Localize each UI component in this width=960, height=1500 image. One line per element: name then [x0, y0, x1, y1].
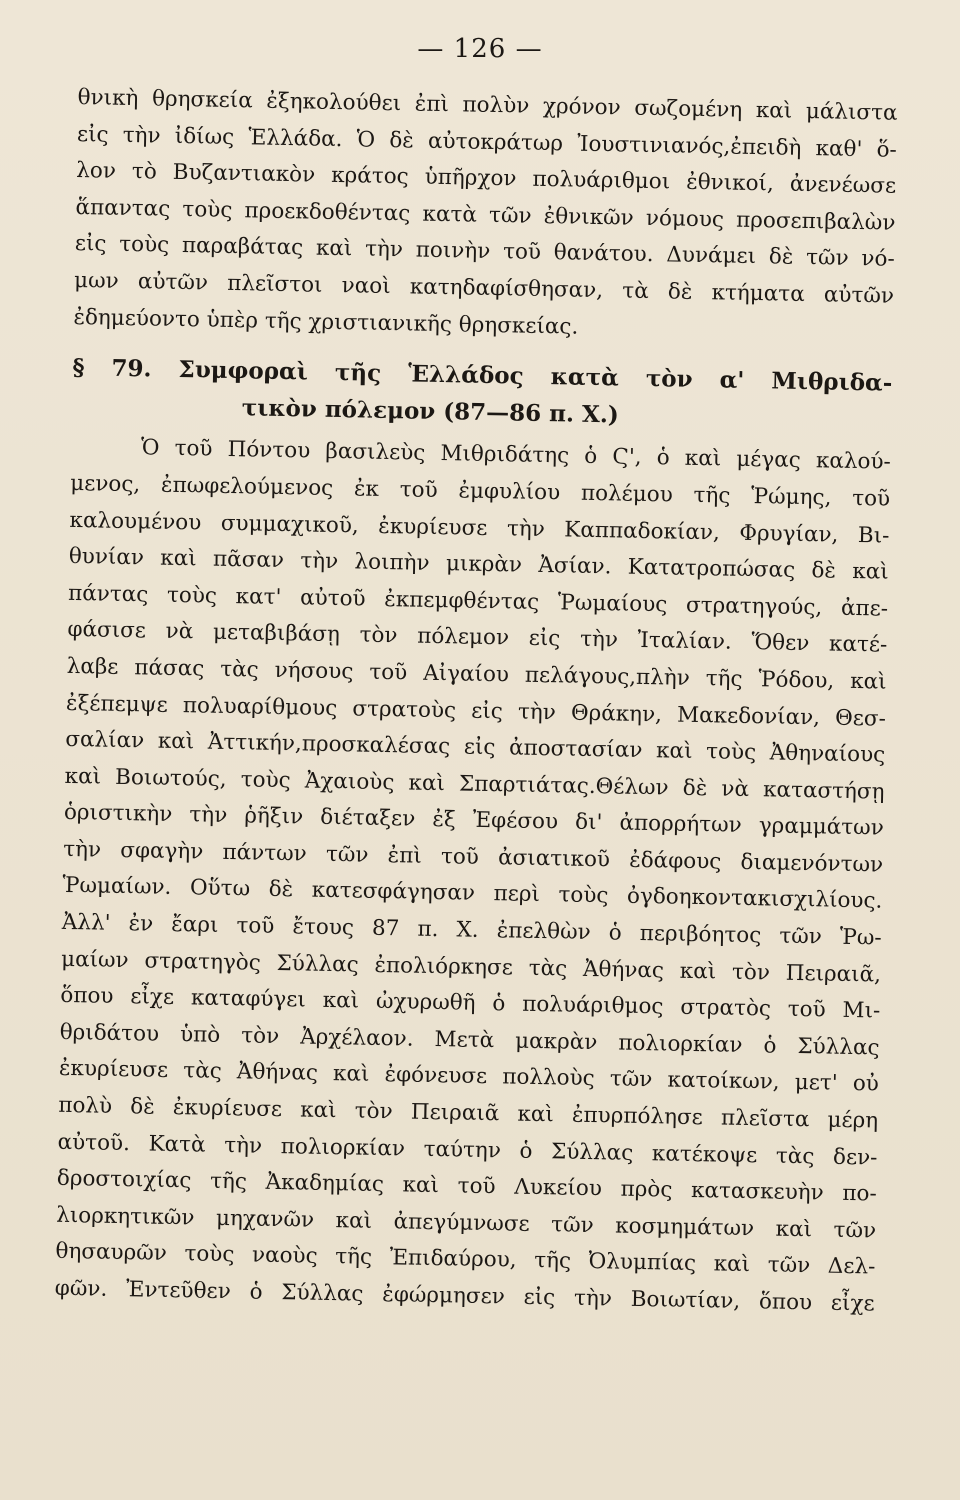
text-line: μενος, ἐπωφελούμενος ἐκ τοῦ ἐμφυλίου πολέμου τῆς Ῥώμης, τοῦ — [70, 470, 891, 512]
text-line: ἐκυρίευσε τὰς Ἀθήνας καὶ ἐφόνευσε πολλοὺς τῶν κατοίκων, μετ' οὐ — [58, 1056, 880, 1097]
text-line: θυνίαν καὶ πᾶσαν τὴν λοιπὴν μικρὰν Ἀσίαν. Κατατροπώσας δὲ καὶ — [68, 544, 889, 585]
text-line: ἐξέπεμψε πολυαρίθμους στρατοὺς εἰς τὴν Θράκην, Μακεδονίαν, Θεσ- — [65, 690, 887, 732]
text-line: μαίων στρατηγὸς Σύλλας ἐπολιόρκησε τὰς Ἀθήνας καὶ τὸν Πειραιᾶ, — [60, 946, 882, 988]
text-line: σαλίαν καὶ Ἀττικήν,προσκαλέσας εἰς ἀποστασίαν καὶ τοὺς Ἀθηναίους — [65, 726, 886, 768]
text-line: λιορκητικῶν μηχανῶν καὶ ἀπεγύμνωσε τῶν κοσμημάτων καὶ τῶν — [55, 1202, 877, 1244]
text-line: θησαυρῶν τοὺς ναοὺς τῆς Ἐπιδαύρου, τῆς Ὀλυμπίας καὶ τῶν Δελ- — [55, 1239, 876, 1280]
text-line: Ἀλλ' ἐν ἔαρι τοῦ ἔτους 87 π. Χ. ἐπελθὼν ὁ περιβόητος τῶν Ῥω- — [61, 909, 882, 951]
text-line: φῶν. Ἐντεῦθεν ὁ Σύλλας ἐφώρμησεν εἰς τὴν Βοιωτίαν, ὅπου εἶχε — [54, 1275, 875, 1317]
text-line: μων αὐτῶν πλεῖστοι ναοὶ κατηδαφίσθησαν, τὰ δὲ κτήματα αὐτῶν — [73, 267, 895, 309]
text-line: φάσισε νὰ μεταβιβάσῃ τὸν πόλεμον εἰς τὴν Ἰταλίαν. Ὅθεν κατέ- — [67, 617, 888, 658]
text-line: θριδάτου ὑπὸ τὸν Ἀρχέλαον. Μετὰ μακρὰν πολιορκίαν ὁ Σύλλας — [59, 1019, 880, 1061]
text-line: θνικὴ θρησκεία ἐξηκολούθει ἐπὶ πολὺν χρόνον σωζομένη καὶ μάλιστα — [77, 84, 898, 126]
text-line: αὐτοῦ. Κατὰ τὴν πολιορκίαν ταύτην ὁ Σύλλας κατέκοψε τὰς δεν- — [57, 1129, 878, 1171]
text-line: ἅπαντας τοὺς προεκδοθέντας κατὰ τῶν ἐθνικῶν νόμους προσεπιβαλὼν — [75, 194, 896, 236]
text-line: καλουμένου συμμαχικοῦ, ἐκυρίευσε τὴν Καππαδοκίαν, Φρυγίαν, Βι- — [69, 507, 890, 549]
text-line: τὴν σφαγὴν πάντων τῶν ἐπὶ τοῦ ἀσιατικοῦ ἐδάφους διαμενόντων — [62, 836, 884, 878]
text-line: λαβε πάσας τὰς νήσους τοῦ Αἰγαίου πελάγους,πλὴν τῆς Ῥόδου, καὶ — [66, 653, 887, 695]
page-number: — 126 — — [417, 34, 543, 64]
section-79-paragraph — [54, 429, 891, 1323]
text-line: ὁριστικὴν τὴν ῥῆξιν διέταξεν ἐξ Ἐφέσου δι' ἀπορρήτων γραμμάτων — [63, 800, 885, 841]
text-line: λον τὸ Βυζαντιακὸν κράτος ὑπῆρχον πολυάριθμοι ἐθνικοί, ἀνενέωσε — [76, 158, 897, 199]
section-heading-line: τικὸν πόλεμον (87—86 π. Χ.) — [241, 393, 620, 429]
text-line: πάντας τοὺς κατ' αὐτοῦ ἐκπεμφθέντας Ῥωμαίους στρατηγούς, ἀπε- — [67, 580, 889, 622]
text-line: πολὺ δὲ ἐκυρίευσε καὶ τὸν Πειραιᾶ καὶ ἐπυρπόλησε πλεῖστα μέρη — [58, 1092, 879, 1134]
text-line: ὅπου εἶχε καταφύγει καὶ ὠχυρωθῆ ὁ πολυάριθμος στρατὸς τοῦ Μι- — [60, 983, 881, 1024]
text-line: καὶ Βοιωτούς, τοὺς Ἀχαιοὺς καὶ Σπαρτιάτας.Θέλων δὲ νὰ καταστήσῃ — [64, 763, 885, 805]
section-heading-line: § 79. Συμφοραὶ τῆς Ἑλλάδος κατὰ τὸν α' Μιθριδα- — [72, 354, 893, 397]
section-heading — [71, 350, 892, 439]
text-line: Ῥωμαίων. Οὕτω δὲ κατεσφάγησαν περὶ τοὺς ὀγδοηκοντακισχιλίους. — [62, 873, 883, 915]
text-line: εἰς τὴν ἰδίως Ἑλλάδα. Ὁ δὲ αὐτοκράτωρ Ἰουστινιανός,ἐπειδὴ καθ' ὅ- — [76, 121, 898, 163]
text-line: ἐδημεύοντο ὑπὲρ τῆς χριστιανικῆς θρησκείας. — [73, 304, 579, 340]
text-line: εἰς τοὺς παραβάτας καὶ τὴν ποινὴν τοῦ θανάτου. Δυνάμει δὲ τῶν νό- — [74, 231, 895, 273]
text-line: δροστοιχίας τῆς Ἀκαδημίας καὶ τοῦ Λυκείου πρὸς κατασκευὴν πο- — [56, 1166, 877, 1207]
text-line: Ὁ τοῦ Πόντου βασιλεὺς Μιθριδάτης ὁ Ϛ', ὁ καὶ μέγας καλού- — [140, 435, 892, 476]
text-block — [54, 80, 897, 1323]
previous-section-paragraph — [73, 80, 898, 352]
